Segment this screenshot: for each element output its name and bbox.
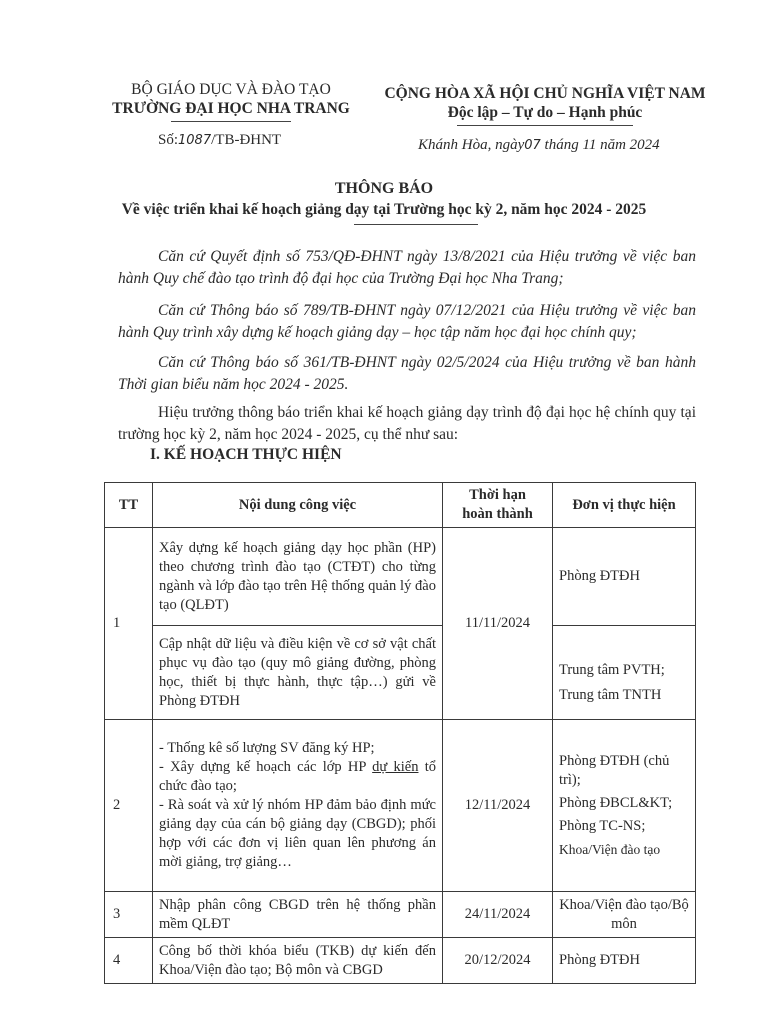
row4-date: 20/12/2024 (443, 938, 553, 984)
intro-paragraph: Hiệu trưởng thông báo triển khai kế hoạch giảng dạy trình độ đại học hệ chính quy tại trường học kỳ 2, năm học 2024 - 2025, cụ thể như sau: (118, 404, 696, 443)
row3-task: Nhập phân công CBGD trên hệ thống phần mềm QLĐT (153, 892, 443, 938)
row2-unit4: Khoa/Viện đào tạo (559, 842, 661, 857)
row2-line2-underlined: dự kiến (372, 759, 419, 775)
document-title: THÔNG BÁO (334, 180, 434, 197)
table-row (105, 938, 696, 984)
header-deadline (443, 483, 553, 528)
table-header-row (105, 483, 696, 528)
ministry-name: BỘ GIÁO DỤC VÀ ĐÀO TẠO (131, 81, 331, 98)
legal-basis-3: Căn cứ Thông báo số 361/TB-ĐHNT ngày 02/5/2024 của Hiệu trưởng về ban hành Thời gian biểu năm học 2024 - 2025. (118, 354, 696, 393)
place-date (418, 137, 660, 154)
place-date-day: 07 (524, 138, 541, 153)
section-heading: I. KẾ HOẠCH THỰC HIỆN (150, 446, 342, 463)
row1-tt: 1 (105, 528, 153, 720)
row1-unit-b (553, 626, 696, 720)
row4-tt: 4 (105, 938, 153, 984)
row4-task: Công bố thời khóa biểu (TKB) dự kiến đến Khoa/Viện đào tạo; Bộ môn và CBGD (153, 938, 443, 984)
row2-date: 12/11/2024 (443, 720, 553, 892)
subtitle-underline (354, 224, 478, 225)
row1-date: 11/11/2024 (443, 528, 553, 720)
table-row (105, 528, 696, 626)
header-deadline-line2: hoàn thành (462, 506, 533, 522)
row2-task (153, 720, 443, 892)
place-date-suffix: tháng 11 năm 2024 (540, 137, 660, 153)
row3-tt: 3 (105, 892, 153, 938)
row2-unit2: Phòng ĐBCL&KT; (559, 795, 673, 811)
motto-underline (457, 125, 633, 126)
row4-unit: Phòng ĐTĐH (553, 938, 696, 984)
row3-date: 24/11/2024 (443, 892, 553, 938)
issuer-underline (171, 121, 291, 122)
national-motto-block (372, 84, 718, 126)
header-unit: Đơn vị thực hiện (553, 483, 696, 528)
row2-unit1: Phòng ĐTĐH (chủ trì); (559, 753, 670, 788)
table-row (105, 892, 696, 938)
row1-task-a: Xây dựng kế hoạch giảng dạy học phần (HP) theo chương trình đào tạo (CTĐT) cho từng ngành và lớp đào tạo trên Hệ thống quản lý đào tạo (QLĐT) (153, 528, 443, 626)
header-deadline-line1: Thời hạn (469, 487, 526, 503)
document-number-prefix: Số: (158, 132, 179, 148)
plan-table (104, 482, 696, 984)
row3-unit: Khoa/Viện đào tạo/Bộ môn (553, 892, 696, 938)
row2-line2 (159, 758, 436, 796)
row2-unit (553, 720, 696, 892)
row1-task-b: Cập nhật dữ liệu và điều kiện về cơ sở vật chất phục vụ đào tạo (quy mô giảng đường, phòng học, thiết bị thực hành, thực tập…) gửi về Phòng ĐTĐH (153, 626, 443, 720)
row2-line1: - Thống kê số lượng SV đăng ký HP; (159, 740, 375, 756)
document-number-handwritten: 1087 (178, 133, 212, 148)
header-tt: TT (105, 483, 153, 528)
header-content: Nội dung công việc (153, 483, 443, 528)
row2-line3: - Rà soát và xử lý nhóm HP đảm bảo định mức giảng dạy của cán bộ giảng dạy (CBGD); phối hợp với các đơn vị liên quan lên phương án mời giảng, trợ giảng… (159, 797, 436, 870)
row1-unit-b2: Trung tâm TNTH (559, 687, 662, 703)
legal-basis-2: Căn cứ Thông báo số 789/TB-ĐHNT ngày 07/12/2021 của Hiệu trưởng về việc ban hành Quy trình xây dựng kế hoạch giảng dạy – học tập năm học đại học chính quy; (118, 302, 696, 341)
motto: Độc lập – Tự do – Hạnh phúc (447, 104, 643, 121)
document-number-suffix: /TB-ĐHNT (211, 132, 282, 148)
legal-basis-1: Căn cứ Quyết định số 753/QĐ-ĐHNT ngày 13/8/2021 của Hiệu trưởng về việc ban hành Quy chế đào tạo trình độ đại học của Trường Đại học Nha Trang; (118, 248, 696, 287)
row2-line2-post: tổ chức đào tạo; (159, 759, 437, 794)
row2-unit3: Phòng TC-NS; (559, 818, 646, 834)
row2-tt: 2 (105, 720, 153, 892)
row1-unit-b1: Trung tâm PVTH; (559, 662, 665, 678)
document-number (158, 132, 281, 149)
document-subtitle: Về việc triển khai kế hoạch giảng dạy tại Trường học kỳ 2, năm học 2024 - 2025 (121, 201, 647, 218)
country-name: CỘNG HÒA XÃ HỘI CHỦ NGHĨA VIỆT NAM (384, 85, 706, 102)
table-row (105, 720, 696, 892)
place-date-prefix: Khánh Hòa, ngày (418, 137, 525, 153)
table-row (105, 626, 696, 720)
issuer-block (96, 80, 366, 122)
row2-line2-pre: - Xây dựng kế hoạch các lớp HP (159, 759, 373, 775)
row1-unit-a: Phòng ĐTĐH (553, 528, 696, 626)
university-name: TRƯỜNG ĐẠI HỌC NHA TRANG (112, 100, 350, 117)
